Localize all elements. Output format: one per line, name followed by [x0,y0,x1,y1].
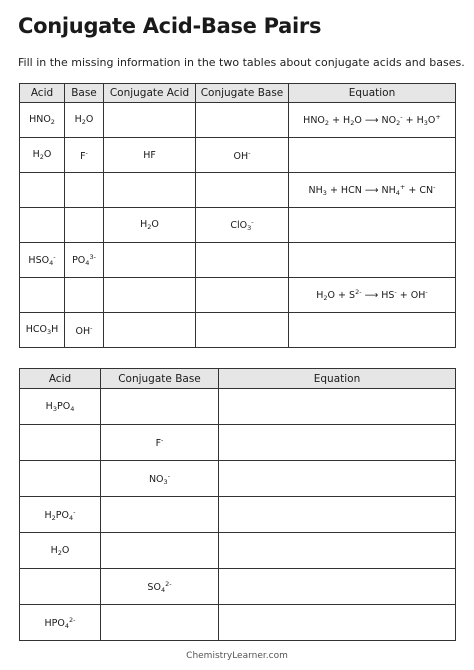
blank-answer-cell[interactable] [101,389,219,425]
table-cell: $HCO_3H$ [20,313,65,348]
table-cell: F- [65,138,104,173]
blank-answer-cell[interactable] [65,173,104,208]
table-cell: $NO_3^-$ [101,461,219,497]
blank-answer-cell[interactable] [20,569,101,605]
blank-answer-cell[interactable] [219,497,456,533]
blank-answer-cell[interactable] [101,533,219,569]
table-row [20,278,456,313]
table-cell: $NH_3$ + HCN ⟶ $NH_4^+ + CN^-$ [289,173,456,208]
column-header: Conjugate Base [196,84,289,103]
table-cell: $HNO_2$ [20,103,65,138]
table-cell: $H_2O + S^{2-}$ ⟶ HS- + OH- [289,278,456,313]
footer-brand: ChemistryLearner.com [186,651,288,661]
blank-answer-cell[interactable] [20,278,65,313]
table-cell: $HSO_4^-$ [20,243,65,278]
blank-answer-cell[interactable] [196,103,289,138]
table-cell: $H_2O$ [65,103,104,138]
blank-answer-cell[interactable] [196,173,289,208]
page-title: Conjugate Acid-Base Pairs [18,14,322,38]
table-header-row [20,369,456,389]
table-row [20,138,456,173]
table-cell: HF [104,138,196,173]
blank-answer-cell[interactable] [219,389,456,425]
column-header: Acid [20,369,101,389]
blank-answer-cell[interactable] [65,208,104,243]
table-row [20,497,456,533]
instructions: Fill in the missing information in the two tables about conjugate acids and bases. [18,56,465,69]
blank-answer-cell[interactable] [104,173,196,208]
blank-answer-cell[interactable] [20,461,101,497]
column-header: Equation [289,84,456,103]
blank-answer-cell[interactable] [196,313,289,348]
table-cell: $HNO_2 + H_2O$ ⟶ $NO_2^- + H_3O^+$ [289,103,456,138]
blank-answer-cell[interactable] [104,313,196,348]
table-row [20,313,456,348]
blank-answer-cell[interactable] [104,243,196,278]
table-cell: $SO_4^{2-}$ [101,569,219,605]
acid-base-table-2 [19,368,456,641]
table-row [20,389,456,425]
column-header: Conjugate Acid [104,84,196,103]
blank-answer-cell[interactable] [20,173,65,208]
column-header: Equation [219,369,456,389]
blank-answer-cell[interactable] [101,497,219,533]
blank-answer-cell[interactable] [20,425,101,461]
table-row [20,425,456,461]
table-cell: OH- [196,138,289,173]
table-cell: ClO$_3$- [196,208,289,243]
blank-answer-cell[interactable] [20,208,65,243]
table-cell: $H_3PO_4$ [20,389,101,425]
blank-answer-cell[interactable] [65,278,104,313]
blank-answer-cell[interactable] [196,278,289,313]
table-row [20,173,456,208]
blank-answer-cell[interactable] [104,103,196,138]
column-header: Base [65,84,104,103]
table-cell: $PO_4^{3-}$ [65,243,104,278]
blank-answer-cell[interactable] [104,278,196,313]
table-row [20,533,456,569]
blank-answer-cell[interactable] [219,605,456,641]
column-header: Acid [20,84,65,103]
table-row [20,461,456,497]
blank-answer-cell[interactable] [289,208,456,243]
blank-answer-cell[interactable] [101,605,219,641]
table-cell: $H_2O$ [104,208,196,243]
blank-answer-cell[interactable] [289,243,456,278]
blank-answer-cell[interactable] [289,138,456,173]
table-row [20,208,456,243]
table-row [20,569,456,605]
table-header-row [20,84,456,103]
column-header: Conjugate Base [101,369,219,389]
blank-answer-cell[interactable] [219,569,456,605]
acid-base-table-1 [19,83,456,348]
table-row [20,605,456,641]
table-cell: F- [101,425,219,461]
table-cell: OH- [65,313,104,348]
blank-answer-cell[interactable] [196,243,289,278]
table-row [20,243,456,278]
table-cell: $H_2O$ [20,533,101,569]
blank-answer-cell[interactable] [219,461,456,497]
blank-answer-cell[interactable] [289,313,456,348]
blank-answer-cell[interactable] [219,533,456,569]
table-cell: $H_2O$ [20,138,65,173]
table-cell: $H_2PO_4^-$ [20,497,101,533]
table-row [20,103,456,138]
table-cell: $HPO_4^{2-}$ [20,605,101,641]
blank-answer-cell[interactable] [219,425,456,461]
